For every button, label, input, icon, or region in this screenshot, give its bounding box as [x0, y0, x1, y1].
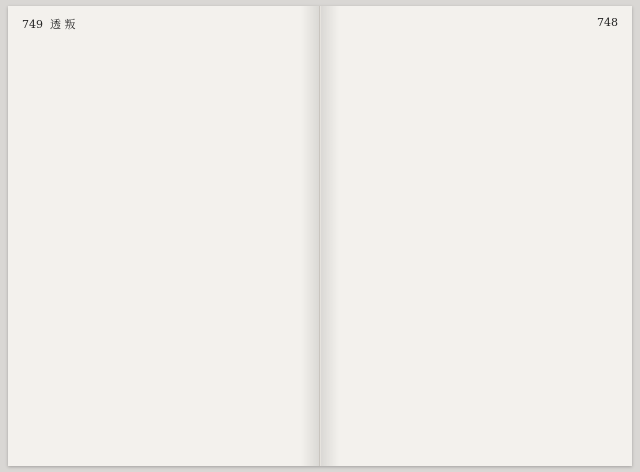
left-folio — [22, 16, 76, 32]
book-spread — [8, 6, 632, 466]
running-head: 透 叛 — [50, 18, 76, 31]
left-page — [8, 6, 320, 466]
right-page — [320, 6, 632, 466]
right-page-number: 748 — [597, 16, 618, 29]
right-text-block — [333, 34, 618, 452]
left-text-block — [20, 34, 305, 452]
right-folio — [597, 16, 618, 29]
left-page-number: 749 — [22, 18, 43, 31]
